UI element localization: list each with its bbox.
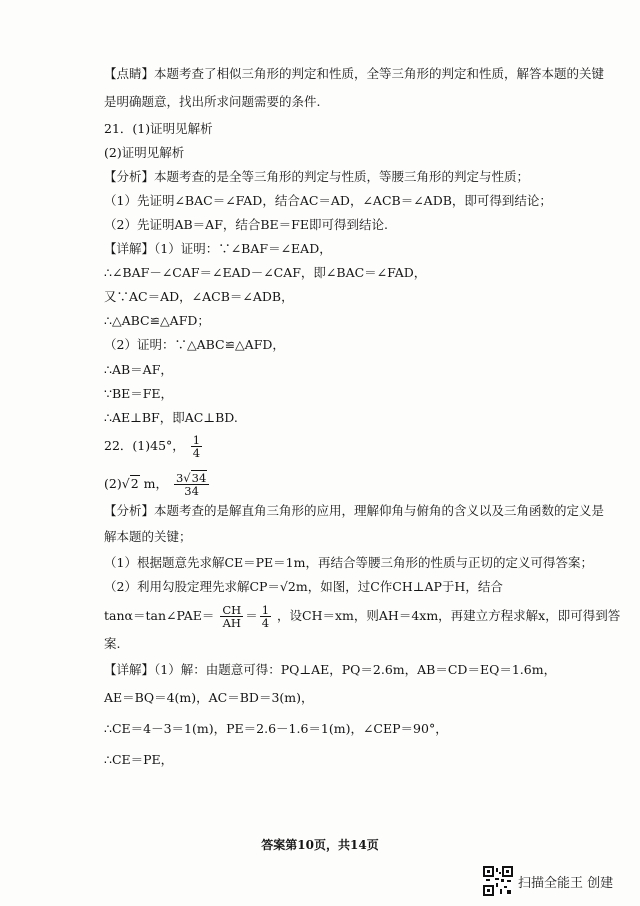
fraction-denominator: AH: [222, 616, 241, 630]
fraction-numerator: 1: [192, 433, 201, 447]
text-line: ∵BE＝FE，: [104, 386, 174, 401]
analysis-21: 【分析】本题考查的是全等三角形的判定与性质，等腰三角形的判定与性质；: [104, 169, 530, 184]
fraction-denominator: 4: [261, 616, 270, 630]
text-line: [104, 472, 211, 497]
text-line: ∴CE＝PE，: [104, 752, 174, 767]
text-line: tanα＝tan∠PAE＝ $\frac{CH}{AH}$ ＝ $\frac{1}{4}$ ，设CH＝xm，则AH＝4xm，再建立方程求解x，即可得到答: [104, 603, 621, 630]
text-line: ∴∠BAF－∠CAF＝∠EAD－∠CAF，即∠BAC＝∠FAD，: [104, 265, 427, 280]
text-line: ∴AB＝AF，: [104, 362, 173, 377]
radicand: 34: [191, 471, 207, 485]
fraction-numerator: CH: [222, 603, 242, 617]
radicand: 2: [130, 476, 139, 491]
text-line: 又∵AC＝AD，∠ACB＝∠ADB，: [104, 289, 294, 304]
text-segment: 22．(1)45°，: [104, 438, 185, 453]
text-line: 是明确题意，找出所求问题需要的条件.: [104, 94, 321, 109]
text-line: ∴CE＝4－3＝1(m)，PE＝2.6－1.6＝1(m)，∠CEP＝90°，: [104, 721, 448, 736]
text-line: （2）证明：∵△ABC≌△AFD，: [104, 337, 285, 352]
fraction-denominator: 34: [184, 484, 199, 498]
text-line: (2)证明见解析: [104, 145, 185, 160]
qr-code-icon: [483, 866, 513, 896]
square-root: √34: [183, 471, 207, 485]
text-line: 【点睛】本题考查了相似三角形的判定和性质，全等三角形的判定和性质，解答本题的关键: [104, 66, 605, 81]
text-segment: m，: [143, 476, 168, 491]
fraction: [260, 604, 271, 629]
analysis-22: 【分析】本题考查的是解直角三角形的应用，理解仰角与俯角的含义以及三角函数的定义是: [104, 503, 605, 518]
fraction: [191, 434, 202, 459]
text-segment: (2): [104, 476, 122, 491]
text-line: AE＝BQ＝4(m)，AC＝BD＝3(m)，: [104, 690, 314, 705]
text-line: 解本题的关键；: [104, 529, 192, 544]
question-21-heading: 21．(1)证明见解析: [104, 121, 213, 136]
detail-22: 【详解】（1）解：由题意可得：PQ⊥AE，PQ＝2.6m，AB＝CD＝EQ＝1.6m，: [104, 662, 557, 677]
text-line: （2）先证明AB＝AF，结合BE＝FE即可得到结论.: [104, 217, 388, 232]
fraction: [174, 472, 209, 497]
fraction-numerator: 3√34: [174, 472, 209, 485]
scanner-watermark: 扫描全能王 创建: [518, 876, 614, 891]
text-line: ∴AE⊥BF，即AC⊥BD.: [104, 410, 238, 425]
text-line: （2）利用勾股定理先求解CP＝√2m，如图，过C作CH⊥AP于H，结合: [104, 579, 503, 594]
square-root: √2: [121, 476, 139, 491]
text-segment: ，设CH＝xm，则AH＝4xm，再建立方程求解x，即可得到答: [277, 608, 621, 623]
text-line: ∴△ABC≌△AFD；: [104, 313, 210, 328]
text-segment: tanα＝tan∠PAE＝: [104, 608, 215, 623]
page-footer: 答案第10页，共14页: [261, 838, 379, 852]
text-line: （1）先证明∠BAC＝∠FAD，结合AC＝AD，∠ACB＝∠ADB，即可得到结论；: [104, 193, 552, 208]
question-22-heading: [104, 434, 204, 459]
text-line: 案.: [104, 636, 121, 651]
fraction-numerator: 1: [261, 603, 270, 617]
text-line: （1）根据题意先求解CE＝PE＝1m，再结合等腰三角形的性质与正切的定义可得答案；: [104, 555, 593, 570]
detail-21: 【详解】（1）证明：∵∠BAF＝∠EAD，: [104, 241, 332, 256]
fraction: [220, 604, 243, 629]
fraction-denominator: 4: [192, 446, 201, 460]
